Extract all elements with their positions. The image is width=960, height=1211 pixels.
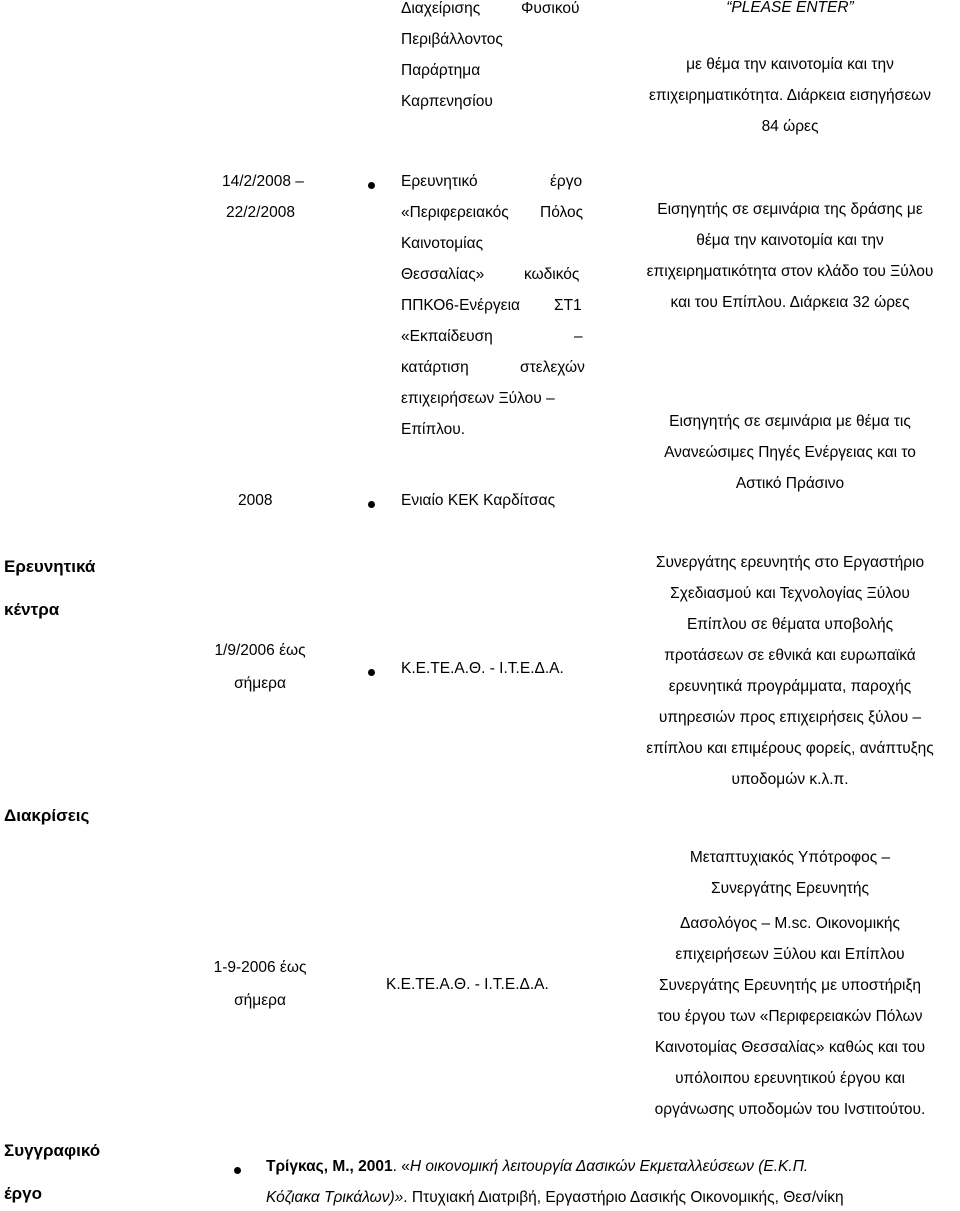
org-line: Παράρτημα: [401, 62, 481, 79]
project-line: κωδικός: [524, 266, 580, 283]
desc-line: υπηρεσιών προς επιχειρήσεις ξύλου –: [658, 709, 922, 726]
desc-line: Συνεργάτης Ερευνητής με υποστήριξη: [658, 977, 922, 994]
date-line: 1/9/2006 έως: [214, 642, 306, 659]
section-heading: έργο: [4, 1184, 43, 1203]
desc-line: υπόλοιπου ερευνητικού έργου και: [675, 1070, 905, 1087]
publication-entry: [266, 1157, 808, 1177]
org-line: Κ.Ε.ΤΕ.Α.Θ. - Ι.Τ.Ε.Δ.Α.: [401, 660, 564, 677]
org-line: Περιβάλλοντος: [401, 31, 503, 48]
date-line: σήμερα: [234, 992, 286, 1009]
org-line: Καρπενησίου: [401, 93, 493, 110]
publication-details: . Πτυχιακή Διατριβή, Εργαστήριο Δασικής Οικονομικής, Θεσ/νίκη: [403, 1189, 844, 1206]
project-line: Ερευνητικό: [401, 173, 478, 190]
publication-title: Κόζιακα Τρικάλων)»: [266, 1189, 404, 1206]
project-line: «Περιφερειακός: [401, 204, 509, 221]
desc-line: επιχειρηματικότητα. Διάρκεια εισηγήσεων: [649, 87, 931, 104]
desc-line: προτάσεων σε εθνικά και ευρωπαϊκά: [664, 647, 916, 664]
desc-line: οργάνωσης υποδομών του Ινστιτούτου.: [654, 1101, 926, 1118]
date-line: 1-9-2006 έως: [213, 959, 307, 976]
project-line: στελεχών: [520, 359, 585, 376]
bullet-icon: [368, 182, 375, 189]
desc-line: ερευνητικά προγράμματα, παροχής: [668, 678, 912, 695]
desc-line: του έργου των «Περιφερειακών Πόλων: [657, 1008, 923, 1025]
org-line: Φυσικού: [521, 0, 580, 17]
desc-line: Εισηγητής σε σεμινάρια με θέμα τις: [669, 413, 911, 430]
desc-line: υποδομών κ.λ.π.: [731, 771, 849, 788]
desc-line: επιχειρηματικότητα στον κλάδο του Ξύλου: [646, 263, 934, 280]
project-line: Πόλος: [540, 204, 584, 221]
desc-line: Αστικό Πράσινο: [735, 475, 845, 492]
date-line: 2008: [238, 492, 273, 509]
project-line: Θεσσαλίας»: [401, 266, 485, 283]
publication-author: Τρίγκας, Μ., 2001: [266, 1158, 393, 1175]
publication-title: Η οικονομική λειτουργία Δασικών Εκμεταλλεύσεων (Ε.Κ.Π.: [409, 1158, 809, 1175]
desc-line: Εισηγητής σε σεμινάρια της δράσης με: [657, 201, 923, 218]
project-line: ΠΠΚΟ6-Ενέργεια: [401, 297, 520, 314]
section-heading: Διακρίσεις: [4, 806, 90, 825]
desc-line: θέμα την καινοτομία και την: [696, 232, 884, 249]
desc-line: Μεταπτυχιακός Υπότροφος –: [689, 849, 891, 866]
desc-line: επιχειρήσεων Ξύλου και Επίπλου: [675, 946, 905, 963]
org-line: Ενιαίο ΚΕΚ Καρδίτσας: [401, 492, 556, 509]
bullet-icon: [368, 501, 375, 508]
section-heading: Ερευνητικά: [4, 557, 96, 576]
desc-line: επίπλου και επιμέρους φορείς, ανάπτυξης: [646, 740, 934, 757]
publication-punct: . «: [392, 1158, 410, 1175]
bullet-icon: [234, 1167, 241, 1174]
desc-line: 84 ώρες: [761, 118, 819, 135]
org-line: Διαχείρισης: [401, 0, 481, 17]
desc-line: και του Επίπλου. Διάρκεια 32 ώρες: [670, 294, 910, 311]
bullet-icon: [368, 669, 375, 676]
desc-line: Ανανεώσιμες Πηγές Ενέργειας και το: [664, 444, 916, 461]
project-line: κατάρτιση: [401, 359, 469, 376]
desc-line: Δασολόγος – M.sc. Οικονομικής: [679, 915, 900, 932]
project-line: έργο: [550, 173, 583, 190]
publication-entry-cont: [266, 1188, 844, 1208]
section-heading: κέντρα: [4, 600, 60, 619]
project-line: Καινοτομίας: [401, 235, 484, 252]
date-line: 22/2/2008: [226, 204, 295, 221]
org-line: Κ.Ε.ΤΕ.Α.Θ. - Ι.Τ.Ε.Δ.Α.: [386, 976, 549, 993]
project-line: ΣΤ1: [554, 297, 582, 314]
desc-line: Επίπλου σε θέματα υποβολής: [686, 616, 894, 633]
project-line: –: [574, 328, 583, 345]
project-line: επιχειρήσεων Ξύλου –: [401, 390, 555, 407]
section-heading: Συγγραφικό: [4, 1141, 101, 1160]
desc-line: με θέμα την καινοτομία και την: [686, 56, 894, 73]
desc-line: Συνεργάτης Ερευνητής: [711, 880, 869, 897]
project-line: «Εκπαίδευση: [401, 328, 493, 345]
desc-line: “PLEASE ENTER”: [726, 0, 854, 16]
project-line: Επίπλου.: [401, 421, 466, 438]
date-line: 14/2/2008 –: [222, 173, 304, 190]
desc-line: Συνεργάτης ερευνητής στο Εργαστήριο: [655, 554, 925, 571]
date-line: σήμερα: [234, 675, 286, 692]
desc-line: Καινοτομίας Θεσσαλίας» καθώς και του: [654, 1039, 926, 1056]
desc-line: Σχεδιασμού και Τεχνολογίας Ξύλου: [670, 585, 910, 602]
